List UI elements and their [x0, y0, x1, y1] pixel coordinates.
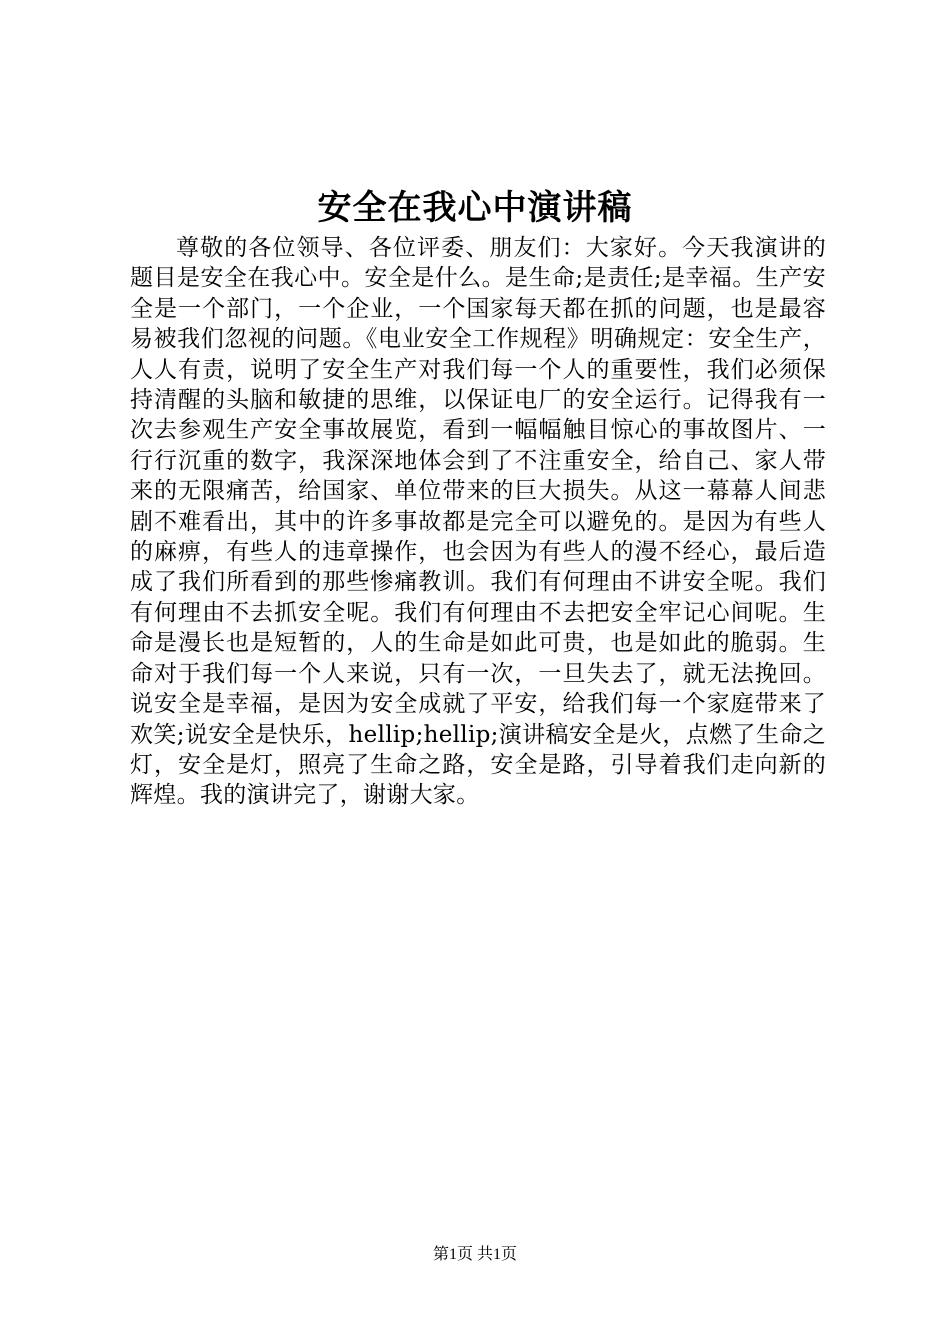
page-number-footer: 第1页 共1页 — [432, 1246, 517, 1263]
speech-body-paragraph: 尊敬的各位领导、各位评委、朋友们：大家好。今天我演讲的题目是安全在我心中。安全是什么。是生命;是责任;是幸福。生产安全是一个部门，一个企业，一个国家每天都在抓的问题，也是最容易被我们忽视的问题。《电业安全工作规程》明确规定：安全生产，人人有责，说明了安全生产对我们每一个人的重要性，我们必须保持清醒的头脑和敏捷的思维，以保证电厂的安全运行。记得我有一次去参观生产安全事故展览，看到一幅幅触目惊心的事故图片、一行行沉重的数字，我深深地体会到了不注重安全，给自己、家人带来的无限痛苦，给国家、单位带来的巨大损失。从这一幕幕人间悲剧不难看出，其中的许多事故都是完全可以避免的。是因为有些人的麻痹，有些人的违章操作，也会因为有些人的漫不经心，最后造成了我们所看到的那些惨痛教训。我们有何理由不讲安全呢。我们有何理由不去抓安全呢。我们有何理由不去把安全牢记心间呢。生命是漫长也是短暂的，人的生命是如此可贵，也是如此的脆弱。生命对于我们每一个人来说，只有一次，一旦失去了，就无法挽回。说安全是幸福，是因为安全成就了平安，给我们每一个家庭带来了欢笑;说安全是快乐，hellip;hellip;演讲稿安全是火，点燃了生命之灯，安全是灯，照亮了生命之路，安全是路，引导着我们走向新的辉煌。我的演讲完了，谢谢大家。 — [130, 235, 826, 809]
document-title: 安全在我心中演讲稿 — [317, 188, 633, 228]
